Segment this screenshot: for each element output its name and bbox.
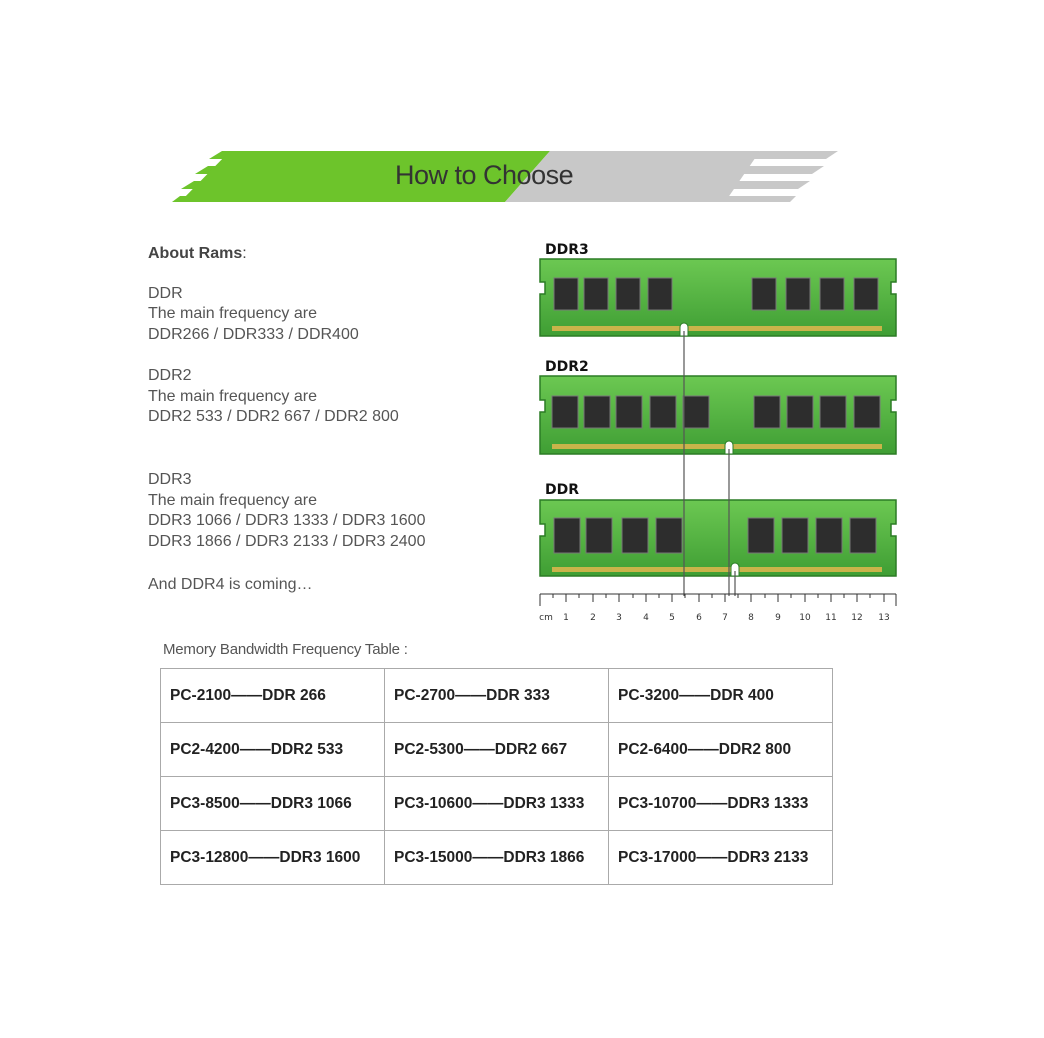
ruler-tick-label: 11 — [825, 613, 837, 623]
ruler-tick-label: 7 — [722, 613, 728, 623]
ddr-line2: DDR266 / DDR333 / DDR400 — [148, 326, 359, 344]
ruler-tick-label: 6 — [696, 613, 702, 623]
ddr2-module-label: DDR2 — [545, 359, 589, 375]
ddr2-block — [148, 366, 508, 428]
ruler-tick-label: 1 — [563, 613, 569, 623]
table-row — [161, 669, 833, 723]
ddr2-line2: DDR2 533 / DDR2 667 / DDR2 800 — [148, 408, 399, 426]
banner-stripe — [720, 181, 810, 189]
ddr3-line1: The main frequency are — [148, 491, 317, 509]
ddr2-name: DDR2 — [148, 366, 192, 384]
ruler-tick-label: 10 — [799, 613, 811, 623]
ruler-tick-label: 9 — [775, 613, 781, 623]
ddr3-line2: DDR3 1066 / DDR3 1333 / DDR3 1600 — [148, 512, 426, 530]
table-row — [161, 831, 833, 885]
table-cell: PC3-10700——DDR3 1333 — [609, 777, 833, 831]
about-heading: About Rams: — [148, 245, 247, 262]
bandwidth-frequency-table — [160, 668, 833, 885]
table-cell: PC3-17000——DDR3 2133 — [609, 831, 833, 885]
ddr2-line1: The main frequency are — [148, 387, 317, 405]
ddr3-module-label: DDR3 — [545, 242, 589, 258]
ruler-tick-label: 2 — [590, 613, 596, 623]
ruler-tick-label: 5 — [669, 613, 675, 623]
ddr-line1: The main frequency are — [148, 305, 317, 323]
ddr3-name: DDR3 — [148, 470, 192, 488]
table-cell: PC3-12800——DDR3 1600 — [161, 831, 385, 885]
banner-stripe — [748, 151, 838, 159]
table-cell: PC2-6400——DDR2 800 — [609, 723, 833, 777]
cm-ruler — [540, 594, 896, 606]
table-cell: PC2-5300——DDR2 667 — [385, 723, 609, 777]
table-cell: PC3-8500——DDR3 1066 — [161, 777, 385, 831]
table-cell: PC2-4200——DDR2 533 — [161, 723, 385, 777]
ddr4-coming: And DDR4 is coming… — [148, 575, 313, 593]
table-cell: PC-3200——DDR 400 — [609, 669, 833, 723]
ddr-name: DDR — [148, 284, 183, 302]
ddr-module — [540, 500, 896, 576]
ddr-module-label: DDR — [545, 482, 580, 498]
table-row — [161, 777, 833, 831]
ddr-block — [148, 284, 508, 346]
ruler-tick-label: 12 — [851, 613, 863, 623]
ddr3-block — [148, 470, 508, 553]
table-title: Memory Bandwidth Frequency Table : — [163, 641, 408, 658]
ddr2-module — [540, 376, 896, 454]
ram-comparison-diagram — [520, 230, 920, 630]
ruler-tick-label: 8 — [748, 613, 754, 623]
ruler-tick-label: 13 — [878, 613, 890, 623]
ruler-unit: cm — [539, 613, 553, 623]
ddr3-line3: DDR3 1866 / DDR3 2133 / DDR3 2400 — [148, 533, 426, 551]
table-cell: PC3-15000——DDR3 1866 — [385, 831, 609, 885]
table-row — [161, 723, 833, 777]
about-rams-section — [148, 244, 508, 595]
banner-title: How to Choose — [395, 160, 574, 190]
banner-stripe — [712, 196, 796, 202]
ruler-tick-label: 3 — [616, 613, 622, 623]
table-cell: PC-2700——DDR 333 — [385, 669, 609, 723]
ddr3-module — [540, 259, 896, 336]
banner-stripe — [734, 166, 824, 174]
table-cell: PC3-10600——DDR3 1333 — [385, 777, 609, 831]
ruler-tick-label: 4 — [643, 613, 649, 623]
table-cell: PC-2100——DDR 266 — [161, 669, 385, 723]
